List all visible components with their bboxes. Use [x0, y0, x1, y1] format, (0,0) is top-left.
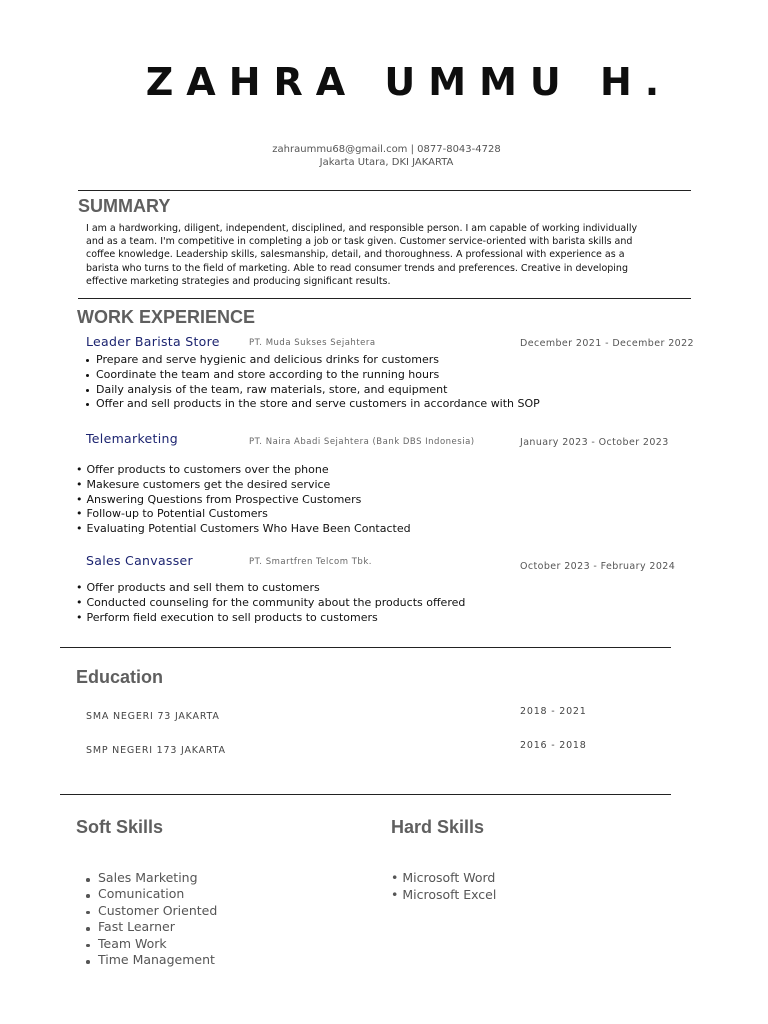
list-item: • Answering Questions from Prospective Customers [76, 492, 362, 506]
summary-heading: SUMMARY [78, 196, 171, 216]
job-title: Sales Canvasser [86, 553, 193, 568]
hard-skills-heading: Hard Skills [391, 817, 485, 837]
divider [78, 190, 691, 191]
list-item: Offer and sell products in the store and serve customers in accordance with SOP [86, 397, 540, 412]
bullet: • [76, 581, 83, 594]
list-item: Fast Learner [86, 919, 217, 935]
contact-line: zahraummu68@gmail.com | 0877-8043-4728 [272, 144, 501, 155]
list-item: • Offer products and sell them to customers [76, 581, 320, 594]
list-item: • Follow-up to Potential Customers [76, 507, 268, 521]
list-item: • Evaluating Potential Customers Who Have Been Contacted [76, 522, 411, 536]
list-item: • Offer products to customers over the phone [76, 463, 329, 476]
summary-text: I am a hardworking, diligent, independent, disciplined, and responsible person. I am capable of working individually and as a team. I'm competitive in completing a job or task given. Customer service-oriented with barista skills and coffee knowledge. Leadership skills, salesmanship, detail, and thoroughness. A professional with experience as a barista who turns to the field of marketing. Able to read consumer trends and preferences. Creative in developing effective marketing strategies and producing significant results. [86, 223, 638, 287]
list-item: Time Management [86, 952, 217, 968]
education-heading: Education [76, 667, 164, 687]
work-experience-heading: WORK EXPERIENCE [77, 307, 256, 327]
bullet: • [76, 492, 83, 506]
education-years: 2018 - 2021 [520, 706, 587, 717]
list-item: • Makesure customers get the desired service [76, 477, 331, 491]
job-dates: December 2021 - December 2022 [520, 338, 694, 349]
soft-skills-heading: Soft Skills [76, 817, 164, 837]
list-item: • Conducted counseling for the community about the products offered [76, 595, 466, 609]
list-item: Customer Oriented [86, 903, 217, 919]
list-item: • Microsoft Word [391, 870, 496, 885]
bullet: • [391, 887, 399, 902]
bullet: • [391, 870, 399, 885]
list-item: Daily analysis of the team, raw materials, store, and equipment [86, 383, 540, 398]
divider [60, 647, 671, 648]
divider [78, 298, 691, 299]
job-title: Leader Barista Store [86, 334, 220, 349]
resume-name: ZAHRA UMMU H. [145, 60, 673, 104]
divider [60, 794, 671, 795]
job-company: PT. Smartfren Telcom Tbk. [249, 557, 372, 567]
list-item: Prepare and serve hygienic and delicious drinks for customers [86, 353, 540, 368]
job-bullets [76, 581, 465, 625]
bullet: • [76, 477, 83, 491]
bullet: • [76, 595, 83, 609]
job-dates: January 2023 - October 2023 [520, 437, 669, 448]
list-item: • Perform field execution to sell products to customers [76, 610, 378, 624]
education-years: 2016 - 2018 [520, 740, 587, 751]
bullet: • [76, 522, 83, 536]
list-item: Comunication [86, 886, 217, 902]
list-item: Team Work [86, 936, 217, 952]
bullet: • [76, 610, 83, 624]
job-dates: October 2023 - February 2024 [520, 561, 676, 572]
job-company: PT. Muda Sukses Sejahtera [249, 338, 376, 348]
location: Jakarta Utara, DKI JAKARTA [319, 157, 454, 168]
bullet: • [76, 507, 83, 521]
job-bullets [86, 353, 540, 412]
list-item: Sales Marketing [86, 870, 217, 886]
bullet: • [76, 463, 83, 476]
education-school: SMA NEGERI 73 JAKARTA [86, 711, 220, 722]
job-company: PT. Naira Abadi Sejahtera (Bank DBS Indonesia) [249, 437, 475, 447]
job-title: Telemarketing [86, 431, 178, 446]
list-item: • Microsoft Excel [391, 887, 497, 902]
list-item: Coordinate the team and store according to the running hours [86, 368, 540, 383]
hard-skills-list [391, 869, 496, 903]
education-school: SMP NEGERI 173 JAKARTA [86, 745, 226, 756]
soft-skills-list [86, 870, 217, 968]
job-bullets [76, 463, 411, 537]
